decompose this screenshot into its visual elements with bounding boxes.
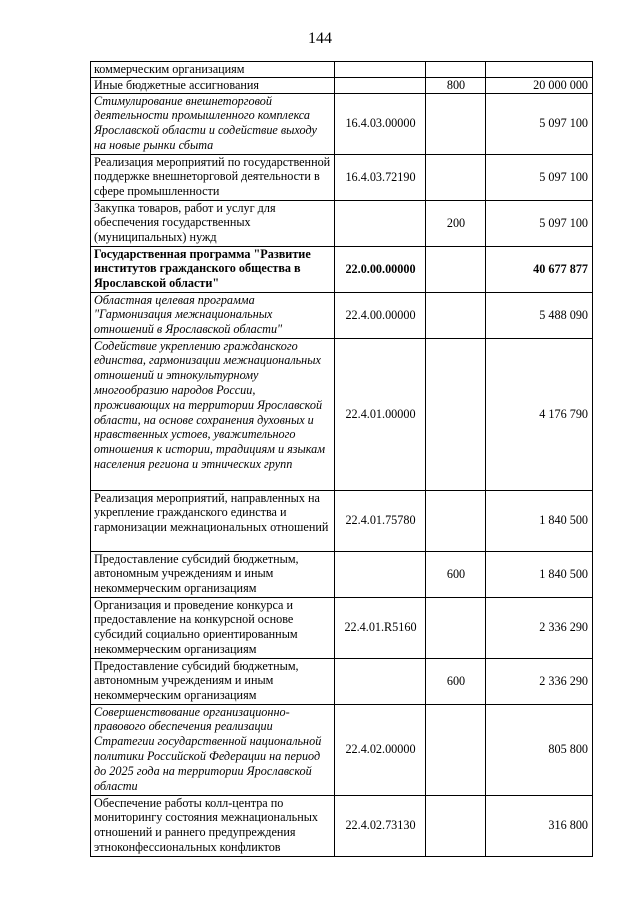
table-row — [91, 62, 593, 78]
table-row — [91, 795, 593, 856]
table-row — [91, 292, 593, 338]
row-sum-cell: 1 840 500 — [486, 551, 593, 597]
row-name-cell: коммерческим организациям — [91, 62, 335, 78]
table-row — [91, 597, 593, 658]
row-code-cell — [335, 551, 426, 597]
row-code-cell: 22.0.00.00000 — [335, 246, 426, 292]
row-sum-cell: 1 840 500 — [486, 490, 593, 551]
row-code-cell — [335, 77, 426, 93]
row-code-cell — [335, 658, 426, 704]
row-type-cell: 600 — [426, 658, 486, 704]
row-sum-cell: 5 097 100 — [486, 200, 593, 246]
row-code-cell — [335, 62, 426, 78]
row-code-cell: 22.4.00.00000 — [335, 292, 426, 338]
row-type-cell — [426, 62, 486, 78]
row-type-cell — [426, 704, 486, 795]
row-type-cell — [426, 154, 486, 200]
row-code-cell: 16.4.03.00000 — [335, 93, 426, 154]
page-number: 144 — [308, 30, 332, 47]
table-row — [91, 704, 593, 795]
row-sum-cell: 2 336 290 — [486, 597, 593, 658]
table-row — [91, 154, 593, 200]
row-name-cell: Организация и проведение конкурса и предоставление на конкурсной основе субсидий социально ориентированным некоммерческим организациям — [91, 597, 335, 658]
row-type-cell — [426, 292, 486, 338]
row-name-cell: Иные бюджетные ассигнования — [91, 77, 335, 93]
row-code-cell: 22.4.01.R5160 — [335, 597, 426, 658]
table-row — [91, 551, 593, 597]
table-row — [91, 77, 593, 93]
row-name-cell: Предоставление субсидий бюджетным, автономным учреждениям и иным некоммерческим организациям — [91, 551, 335, 597]
table-row — [91, 338, 593, 490]
row-name-cell: Государственная программа "Развитие институтов гражданского общества в Ярославской области" — [91, 246, 335, 292]
row-name-cell: Совершенствование организационно-правового обеспечения реализации Стратегии государственной национальной политики Российской Федерации на период до 2025 года на территории Ярославской области — [91, 704, 335, 795]
row-sum-cell: 20 000 000 — [486, 77, 593, 93]
row-name-cell: Реализация мероприятий, направленных на укрепление гражданского единства и гармонизации межнациональных отношений — [91, 490, 335, 551]
row-name-cell: Обеспечение работы колл-центра по мониторингу состояния межнациональных отношений и раннего предупреждения этноконфессиональных конфликтов — [91, 795, 335, 856]
row-type-cell — [426, 795, 486, 856]
table-row — [91, 200, 593, 246]
row-name-cell: Реализация мероприятий по государственной поддержке внешнеторговой деятельности в сфере промышленности — [91, 154, 335, 200]
row-type-cell — [426, 597, 486, 658]
table-row — [91, 490, 593, 551]
row-code-cell: 22.4.02.00000 — [335, 704, 426, 795]
row-type-cell — [426, 490, 486, 551]
row-type-cell — [426, 246, 486, 292]
table-row — [91, 93, 593, 154]
row-sum-cell: 4 176 790 — [486, 338, 593, 490]
row-code-cell: 16.4.03.72190 — [335, 154, 426, 200]
row-name-cell: Предоставление субсидий бюджетным, автономным учреждениям и иным некоммерческим организациям — [91, 658, 335, 704]
row-name-cell: Стимулирование внешнеторговой деятельности промышленного комплекса Ярославской области и содействие выходу на новые рынки сбыта — [91, 93, 335, 154]
row-code-cell: 22.4.02.73130 — [335, 795, 426, 856]
row-sum-cell — [486, 62, 593, 78]
row-type-cell — [426, 93, 486, 154]
row-name-cell: Закупка товаров, работ и услуг для обеспечения государственных (муниципальных) нужд — [91, 200, 335, 246]
row-sum-cell: 5 097 100 — [486, 93, 593, 154]
table-row — [91, 246, 593, 292]
row-sum-cell: 805 800 — [486, 704, 593, 795]
row-sum-cell: 2 336 290 — [486, 658, 593, 704]
row-sum-cell: 5 488 090 — [486, 292, 593, 338]
row-code-cell — [335, 200, 426, 246]
row-name-cell: Областная целевая программа "Гармонизация межнациональных отношений в Ярославской области" — [91, 292, 335, 338]
row-sum-cell: 40 677 877 — [486, 246, 593, 292]
row-type-cell — [426, 338, 486, 490]
row-sum-cell: 316 800 — [486, 795, 593, 856]
row-sum-cell: 5 097 100 — [486, 154, 593, 200]
row-code-cell: 22.4.01.75780 — [335, 490, 426, 551]
row-name-cell: Содействие укреплению гражданского единства, гармонизации межнациональных отношений и этнокультурному многообразию народов России, проживающих на территории Ярославской области, на основе сохранения духовных и нравственных устоев, уважительного отношения к истории, традициям и языкам населения региона и этнических групп — [91, 338, 335, 490]
row-code-cell: 22.4.01.00000 — [335, 338, 426, 490]
row-type-cell: 600 — [426, 551, 486, 597]
table-row — [91, 658, 593, 704]
row-type-cell: 200 — [426, 200, 486, 246]
budget-table — [90, 61, 593, 857]
row-type-cell: 800 — [426, 77, 486, 93]
